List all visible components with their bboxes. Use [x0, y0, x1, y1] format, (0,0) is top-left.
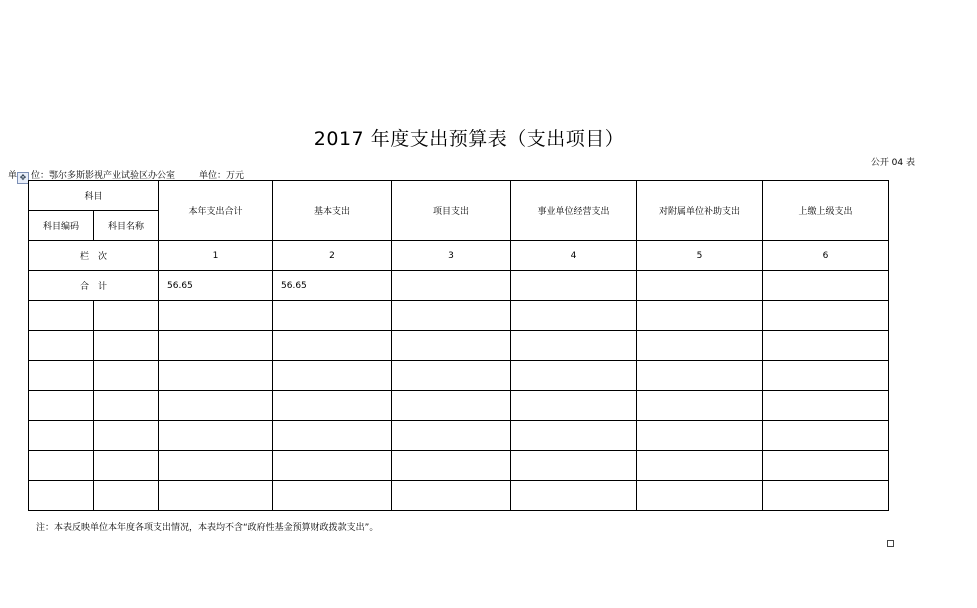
table-cell[interactable]: [392, 481, 511, 511]
index-cell: 3: [392, 241, 511, 271]
table-cell[interactable]: [511, 451, 637, 481]
table-cell[interactable]: [392, 361, 511, 391]
table-cell[interactable]: [94, 481, 159, 511]
table-cell[interactable]: [763, 301, 889, 331]
table-cell[interactable]: [29, 421, 94, 451]
agency-name: 位：鄂尔多斯影视产业试验区办公室: [31, 171, 176, 181]
column-header: 本年支出合计: [159, 181, 273, 241]
table-row: [29, 391, 889, 421]
table-cell[interactable]: [392, 331, 511, 361]
table-cell[interactable]: [94, 301, 159, 331]
total-cell[interactable]: [637, 271, 763, 301]
table-cell[interactable]: [763, 391, 889, 421]
table-cell[interactable]: [273, 361, 392, 391]
total-row-label: 合 计: [29, 271, 159, 301]
subject-name-header: 科目名称: [94, 211, 159, 241]
total-row: [29, 271, 889, 301]
index-cell: 1: [159, 241, 273, 271]
table-cell[interactable]: [94, 331, 159, 361]
table-cell[interactable]: [511, 331, 637, 361]
form-number: 公开 04 表: [870, 158, 915, 168]
table-cell[interactable]: [29, 361, 94, 391]
table-cell[interactable]: [637, 331, 763, 361]
table-cell[interactable]: [511, 391, 637, 421]
table-cell[interactable]: [392, 451, 511, 481]
subject-group-header: 科目: [29, 181, 159, 211]
table-cell[interactable]: [29, 301, 94, 331]
move-anchor-icon[interactable]: ✥: [17, 172, 29, 184]
header-row: [29, 181, 889, 211]
index-cell: 4: [511, 241, 637, 271]
index-cell: 5: [637, 241, 763, 271]
table-cell[interactable]: [511, 481, 637, 511]
index-row-label: 栏 次: [29, 241, 159, 271]
unit-prefix: 单: [8, 171, 18, 181]
footnote: 注：本表反映单位本年度各项支出情况，本表均不含“政府性基金预算财政拨款支出”。: [36, 523, 379, 533]
index-row: [29, 241, 889, 271]
table-cell[interactable]: [94, 451, 159, 481]
total-cell[interactable]: [511, 271, 637, 301]
table-row: [29, 301, 889, 331]
subject-code-header: 科目编码: [29, 211, 94, 241]
resize-handle[interactable]: [887, 540, 894, 547]
total-cell[interactable]: 56.65: [159, 271, 273, 301]
table-cell[interactable]: [511, 421, 637, 451]
table-cell[interactable]: [29, 391, 94, 421]
column-header: 事业单位经营支出: [511, 181, 637, 241]
table-cell[interactable]: [29, 481, 94, 511]
table-cell[interactable]: [637, 361, 763, 391]
table-cell[interactable]: [94, 421, 159, 451]
column-header: 上缴上级支出: [763, 181, 889, 241]
table-cell[interactable]: [637, 481, 763, 511]
table-cell[interactable]: [159, 421, 273, 451]
table-cell[interactable]: [159, 391, 273, 421]
table-cell[interactable]: [29, 331, 94, 361]
table-cell[interactable]: [273, 391, 392, 421]
table-cell[interactable]: [763, 331, 889, 361]
table-cell[interactable]: [273, 421, 392, 451]
page-title: 2017 年度支出预算表（支出项目）: [313, 128, 625, 150]
table-row: [29, 421, 889, 451]
table-cell[interactable]: [392, 421, 511, 451]
table-cell[interactable]: [159, 301, 273, 331]
table-cell[interactable]: [511, 361, 637, 391]
table-cell[interactable]: [637, 451, 763, 481]
table-cell[interactable]: [273, 331, 392, 361]
column-header: 项目支出: [392, 181, 511, 241]
table-cell[interactable]: [763, 421, 889, 451]
table-cell[interactable]: [637, 301, 763, 331]
table-cell[interactable]: [159, 361, 273, 391]
budget-table: [28, 180, 889, 511]
table-cell[interactable]: [637, 421, 763, 451]
table-cell[interactable]: [94, 361, 159, 391]
table-cell[interactable]: [94, 391, 159, 421]
total-cell[interactable]: [392, 271, 511, 301]
table-cell[interactable]: [159, 451, 273, 481]
currency-unit: 单位：万元: [199, 171, 245, 181]
table-cell[interactable]: [392, 391, 511, 421]
table-cell[interactable]: [159, 481, 273, 511]
table-row: [29, 361, 889, 391]
total-cell[interactable]: 56.65: [273, 271, 392, 301]
index-cell: 2: [273, 241, 392, 271]
index-cell: 6: [763, 241, 889, 271]
table-cell[interactable]: [159, 331, 273, 361]
column-header: 对附属单位补助支出: [637, 181, 763, 241]
table-cell[interactable]: [763, 361, 889, 391]
table-row: [29, 481, 889, 511]
table-cell[interactable]: [763, 451, 889, 481]
table-cell[interactable]: [273, 451, 392, 481]
table-cell[interactable]: [273, 301, 392, 331]
table-row: [29, 451, 889, 481]
table-cell[interactable]: [392, 301, 511, 331]
table-cell[interactable]: [763, 481, 889, 511]
table-cell[interactable]: [273, 481, 392, 511]
table-cell[interactable]: [511, 301, 637, 331]
table-cell[interactable]: [29, 451, 94, 481]
total-cell[interactable]: [763, 271, 889, 301]
table-row: [29, 331, 889, 361]
column-header: 基本支出: [273, 181, 392, 241]
table-cell[interactable]: [637, 391, 763, 421]
